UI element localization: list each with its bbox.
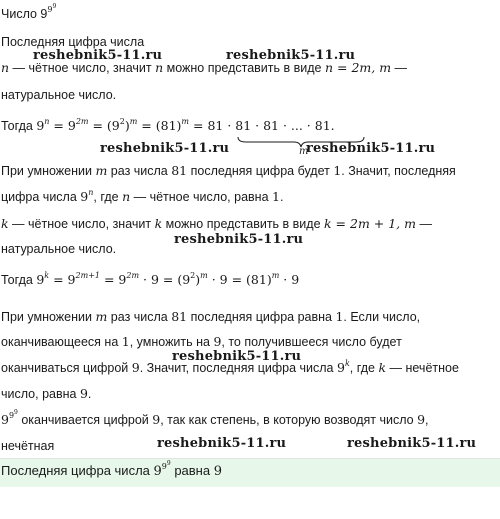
exp: m xyxy=(129,117,138,126)
multiply-statement-2 xyxy=(1,309,420,325)
text: последняя цифра равна xyxy=(187,310,336,324)
var: k xyxy=(378,360,387,375)
text: раз числа xyxy=(107,164,172,178)
text: можно представить в виде xyxy=(163,61,325,75)
exp: k xyxy=(44,271,50,280)
formula: k = 2m + 1, m xyxy=(324,216,416,231)
tower-exp2: 9 xyxy=(166,460,171,467)
formula: = (9 xyxy=(88,118,120,133)
text: , умножить на xyxy=(129,335,214,349)
even-n-statement xyxy=(1,60,407,76)
text: . xyxy=(279,190,284,204)
watermark: reshebnik5-11.ru xyxy=(226,48,356,63)
var: n xyxy=(122,189,131,204)
text: . Значит, последняя цифра числа xyxy=(139,361,337,375)
tower-exp xyxy=(9,411,18,420)
text: оканчиваться цифрой xyxy=(1,361,132,375)
formula: · 9 = (9 xyxy=(139,272,191,287)
text: . xyxy=(87,387,92,401)
var-k: k xyxy=(1,216,9,231)
text: цифра числа xyxy=(1,190,81,204)
base: 9 xyxy=(80,189,89,204)
base: 9 xyxy=(153,464,162,479)
text: Тогда xyxy=(1,119,37,133)
text: — нечётное xyxy=(386,361,459,375)
watermark: reshebnik5-11.ru xyxy=(33,48,163,63)
var-n: n xyxy=(1,60,10,75)
conclusion-statement xyxy=(1,409,429,428)
text: число, равна xyxy=(1,387,80,401)
text: . Если число, xyxy=(343,310,421,324)
natural-number-text: натуральное число. xyxy=(1,88,117,102)
exp: 2 xyxy=(119,117,125,126)
watermark: reshebnik5-11.ru xyxy=(306,141,436,156)
text: Тогда xyxy=(1,273,37,287)
formula: · 9 = (81) xyxy=(207,272,272,287)
num: 1 xyxy=(335,309,344,324)
text: — чётное число, значит xyxy=(9,61,156,75)
text: — xyxy=(415,217,432,231)
heading-exp xyxy=(47,5,56,14)
exp: m xyxy=(200,271,208,280)
text: можно представить в виде xyxy=(162,217,324,231)
exp: 2 xyxy=(190,271,196,280)
num: 81 xyxy=(171,163,188,178)
formula: · 9 xyxy=(279,272,300,287)
text: равна xyxy=(170,463,214,478)
exp: 2m xyxy=(75,117,89,126)
equals-nine-statement xyxy=(1,386,91,402)
text: оканчивающееся на xyxy=(1,335,122,349)
num: 1 xyxy=(333,163,342,178)
heading-exp-text: 9 xyxy=(47,5,53,14)
watermark: reshebnik5-11.ru xyxy=(172,349,302,364)
exp: n xyxy=(88,188,94,197)
text: , так как степень, в которую возводят число xyxy=(160,413,418,427)
watermark: reshebnik5-11.ru xyxy=(157,436,287,451)
brace-label: m xyxy=(299,146,309,157)
natural-number-text: натуральное число. xyxy=(1,242,117,256)
watermark: reshebnik5-11.ru xyxy=(100,141,230,156)
num: 9 xyxy=(79,386,88,401)
num: 9 xyxy=(213,464,222,479)
exp: 2m+1 xyxy=(75,271,100,280)
var-k: k xyxy=(154,216,163,231)
formula: ) xyxy=(124,118,130,133)
multiply-statement xyxy=(1,163,456,179)
heading xyxy=(1,3,57,22)
formula: n = 2m, m xyxy=(324,60,392,75)
text: оканчивается цифрой xyxy=(17,413,153,427)
base: 9 xyxy=(36,272,45,287)
num: 9 xyxy=(417,412,426,427)
num: 9 xyxy=(152,412,161,427)
text: При умножении xyxy=(1,164,96,178)
exp: m xyxy=(181,117,190,126)
formula: ) xyxy=(195,272,201,287)
odd-text: нечётная xyxy=(1,439,55,453)
tower-exp2: 9 xyxy=(14,409,18,416)
var-n: n xyxy=(155,60,164,75)
ending-in-one-statement xyxy=(1,334,402,350)
power-n-chain xyxy=(1,118,335,134)
text: последняя цифра будет xyxy=(187,164,334,178)
formula: = xyxy=(189,118,208,133)
answer xyxy=(1,460,222,480)
exp: n xyxy=(44,117,50,126)
formula: = (81) xyxy=(137,118,182,133)
last-digit-k-statement xyxy=(1,360,459,376)
base: 9 xyxy=(36,118,45,133)
product-under-brace: 81 · 81 · 81 · ... · 81 xyxy=(207,118,331,133)
formula: = 9 xyxy=(99,272,127,287)
power-k-chain xyxy=(1,272,299,288)
text: При умножении xyxy=(1,310,96,324)
text: — xyxy=(391,61,408,75)
exp: 2m xyxy=(126,271,140,280)
formula: = 9 xyxy=(49,118,76,133)
heading-exp2: 9 xyxy=(52,3,57,10)
tower-exp-text: 9 xyxy=(161,462,167,471)
tower-exp-text: 9 xyxy=(8,411,15,420)
subheading: Последняя цифра числа xyxy=(1,35,145,49)
num: 1 xyxy=(272,189,280,204)
text: , xyxy=(425,413,429,427)
num: 1 xyxy=(121,334,130,349)
text: Последняя цифра числа xyxy=(1,463,154,478)
watermark: reshebnik5-11.ru xyxy=(347,436,477,451)
heading-text: Число 9 xyxy=(1,7,48,21)
formula: = 9 xyxy=(49,272,76,287)
text: раз числа xyxy=(107,310,172,324)
last-digit-n-statement xyxy=(1,189,283,205)
num: 9 xyxy=(213,334,222,349)
num: 81 xyxy=(171,309,188,324)
text: . Значит, последняя xyxy=(341,164,456,178)
formula: . xyxy=(330,118,335,133)
base: 9 xyxy=(336,360,345,375)
text: — чётное число, равна xyxy=(130,190,272,204)
text: , где xyxy=(93,190,123,204)
k-statement xyxy=(1,216,432,232)
exp: m xyxy=(271,271,280,280)
watermark: reshebnik5-11.ru xyxy=(174,232,304,247)
tower-exp xyxy=(162,462,171,471)
num: 9 xyxy=(131,360,140,375)
var: m xyxy=(95,309,108,324)
base: 9 xyxy=(1,412,9,427)
text: — чётное число, значит xyxy=(8,217,155,231)
var: m xyxy=(95,163,108,178)
text: , то получившееся число будет xyxy=(221,335,402,349)
text: , где xyxy=(349,361,379,375)
exp: k xyxy=(344,359,350,368)
